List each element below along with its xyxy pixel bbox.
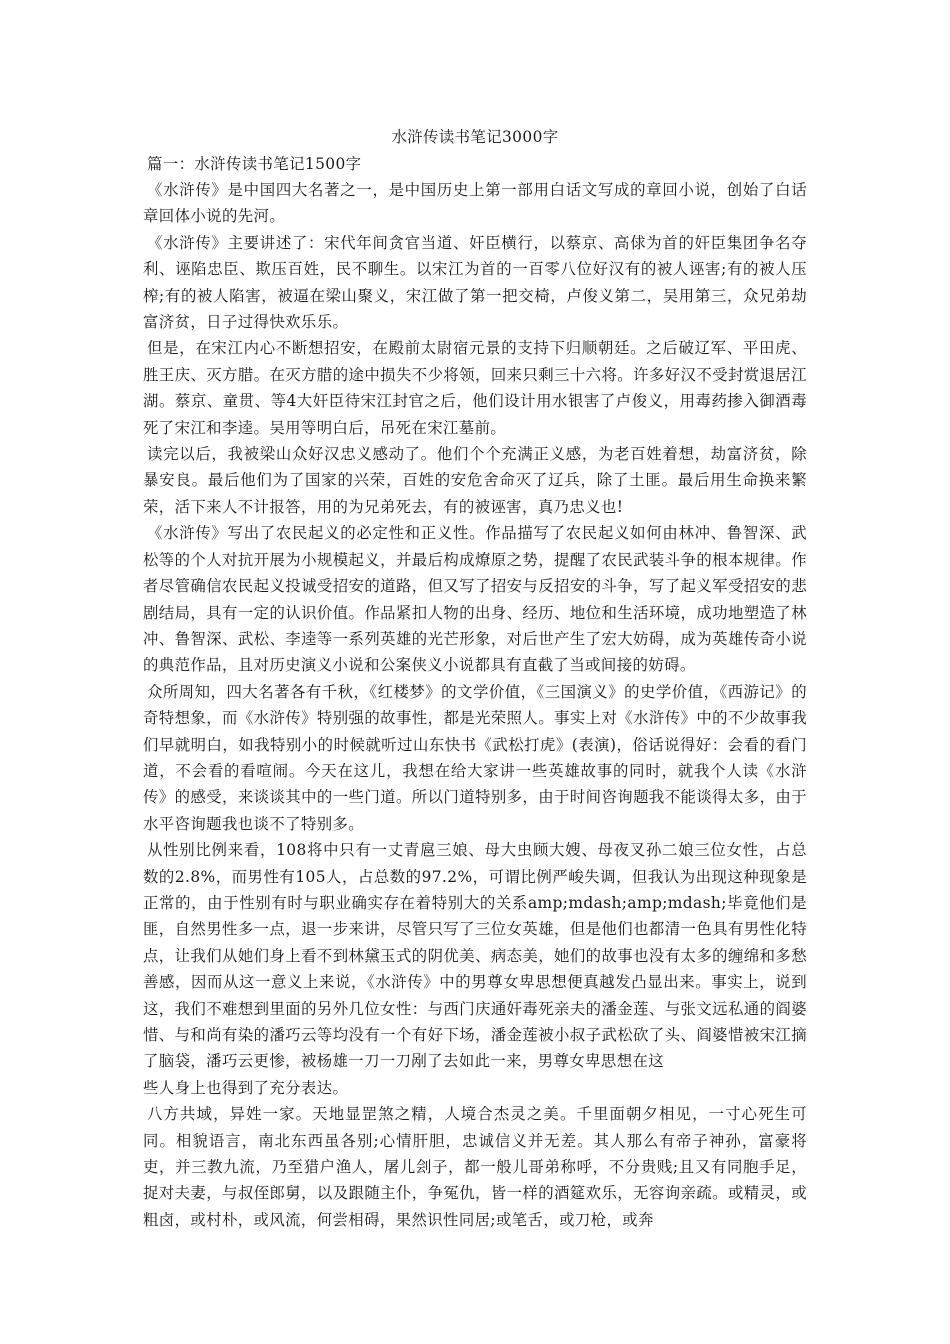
paragraph-brotherhood: 八方共域，异姓一家。天地显罡煞之精，人境合杰灵之美。千里面朝夕相见，一寸心死生可同。相貌语言，南北东西虽各别;心情肝胆，忠诚信义并无差。其人那么有帝子神孙，富豪将吏，并三教九流，乃至猎户渔人，屠儿刽子，都一般儿哥弟称呼，不分贵贱;且又有同胞手足，捉对夫妻，与叔侄郎舅，以及跟随主仆，争冤仇，皆一样的酒筵欢乐，无容询亲疏。或精灵，或粗卤，或村朴，或风流，何尝相碍，果然识性同居;或笔舌，或刀枪，或奔 — [143, 1105, 807, 1229]
section-heading: 篇一：水浒传读书笔记1500字 — [147, 155, 362, 173]
paragraph-four-classics: 众所周知，四大名著各有千秋，《红楼梦》的文学价值，《三国演义》的史学价值，《西游记》的奇特想象，而《水浒传》特别强的故事性，都是光荣照人。事实上对《水浒传》中的不少故事我们早就明白，如我特别小的时候就听过山东快书《武松打虎》(表演)，俗话说得好：会看的看门道，不会看的看喧闹。今天在这儿，我想在给大家讲一些英雄故事的同时，就我个人读《水浒传》的感受，来谈谈其中的一些门道。所以门道特别多，由于时间咨询题我不能谈得太多，由于水平咨询题我也谈不了特别多。 — [143, 682, 807, 833]
paragraph-continuation: 些人身上也得到了充分表达。 — [143, 1078, 349, 1097]
paragraph-uprising: 《水浒传》写出了农民起义的必定性和正义性。作品描写了农民起义如何由林冲、鲁智深、武松等的个人对抗开展为小规模起义，并最后构成燎原之势，提醒了农民武装斗争的根本规律。作者尽管确信农民起义投诚受招安的道路，但又写了招安与反招安的斗争，写了起义军受招安的悲剧结局，具有一定的认识价值。作品紧扣人物的出身、经历、地位和生活环境，成功地塑造了林冲、鲁智深、武松、李逵等一系列英雄的光芒形象，对后世产生了宏大妨碍，成为英雄传奇小说的典范作品，且对历史演义小说和公案侠义小说都具有直截了当或间接的妨碍。 — [143, 524, 807, 675]
document-title: 水浒传读书笔记3000字 — [391, 128, 559, 146]
paragraph-summary: 《水浒传》主要讲述了：宋代年间贪官当道、奸臣横行，以蔡京、高俅为首的奸臣集团争名夺利、诬陷忠臣、欺压百姓，民不聊生。以宋江为首的一百零八位好汉有的被人诬害;有的被人压榨;有的被人陷害，被逼在梁山聚义，宋江做了第一把交椅，卢俊义第二，吴用第三，众兄弟劫富济贫，日子过得快欢乐乐。 — [143, 233, 807, 332]
paragraph-amnesty: 但是，在宋江内心不断想招安，在殿前太尉宿元景的支持下归顺朝廷。之后破辽军、平田虎、胜王庆、灭方腊。在灭方腊的途中损失不少将领，回来只剩三十六将。许多好汉不受封赏退居江湖。蔡京、童贯、等4大奸臣待宋江封官之后，他们设计用水银害了卢俊义，用毒药掺入御酒毒死了宋江和李逵。吴用等明白后，吊死在宋江墓前。 — [143, 339, 807, 437]
paragraph-gender-ratio: 从性别比例来看，108将中只有一丈青扈三娘、母大虫顾大嫂、母夜叉孙二娘三位女性，占总数的2.8%，而男性有105人，占总数的97.2%，可谓比例严峻失调，但我认为出现这种现象是正常的，由于性别有时与职业确实存在着特别大的关系amp;mdash;amp;mdash;毕竟他们是匪，自然男性多一点，退一步来讲，尽管只写了三位女英雄，但是他们也都清一色具有男性化特点，让我们从她们身上看不到林黛玉式的阴优美、病态美，她们的故事也没有太多的缠绵和多愁善感，因而从这一意义上来说，《水浒传》中的男尊女卑思想便真越发凸显出来。事实上，说到这，我们不难想到里面的另外几位女性：与西门庆通奸毒死亲夫的潘金莲、与张文远私通的阎婆惜、与和尚有染的潘巧云等均没有一个有好下场，潘金莲被小叔子武松砍了头、阎婆惜被宋江摘了脑袋，潘巧云更惨，被杨雄一刀一刀剐了去如此一来，男尊女卑思想在这 — [143, 841, 807, 1071]
paragraph-reflection: 读完以后，我被梁山众好汉忠义感动了。他们个个充满正义感，为老百姓着想，劫富济贫，除暴安良。最后他们为了国家的兴荣，百姓的安危舍命灭了辽兵，除了土匪。最后用生命换来繁荣，活下来人不计报答，用的为兄弟死去，有的被诬害，真乃忠义也! — [143, 445, 807, 516]
document-page — [143, 124, 807, 1233]
paragraph-intro: 《水浒传》是中国四大名著之一，是中国历史上第一部用白话文写成的章回小说，创始了白话章回体小说的先河。 — [143, 181, 807, 226]
